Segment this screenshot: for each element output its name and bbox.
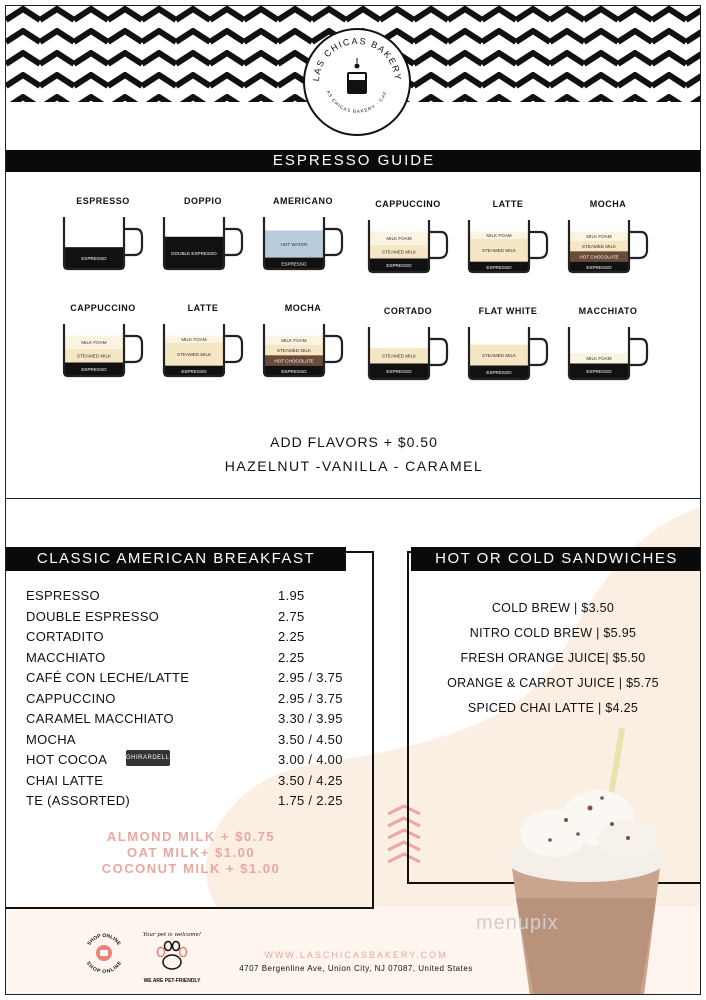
address: 4707 Bergenline Ave, Union City, NJ 07087, United States [239, 964, 473, 973]
item-name: CAPPUCCINO [26, 690, 116, 706]
cup-title: MOCHA [589, 199, 627, 209]
cup-layer-label: STEAMED MILK [481, 353, 517, 359]
item-name: CARAMEL MACCHIATO [26, 711, 174, 726]
cup-layer-label: ESPRESSO [586, 264, 612, 270]
oat-milk-addon: OAT MILK+ $1.00 [126, 845, 256, 860]
cup-layer-label: ESPRESSO [181, 368, 207, 374]
sandwich-item-cold-brew: COLD BREW | $3.50 [491, 601, 615, 615]
cup-title: LATTE [187, 303, 219, 313]
almond-milk-addon: ALMOND MILK + $0.75 [106, 829, 276, 844]
breakfast-title: CLASSIC AMERICAN BREAKFAST [6, 547, 346, 571]
cup-layer-label: STEAMED MILK [481, 248, 517, 254]
sandwich-item-chai: SPICED CHAI LATTE | $4.25 [467, 701, 639, 715]
cup-title: DOPPIO [183, 196, 222, 206]
cup-title: CAPPUCCINO [70, 303, 136, 313]
pet-friendly-badge [139, 926, 205, 986]
cup-layer-label: STEAMED MILK [76, 353, 112, 359]
item-price: 2.25 [278, 629, 305, 644]
cup-title: MOCHA [284, 303, 322, 313]
espresso-guide-title: ESPRESSO GUIDE [6, 150, 701, 172]
item-name: ESPRESSO [26, 588, 100, 603]
cup-layer-label: ESPRESSO [486, 370, 512, 376]
cup-layer-label: MILK FOAM [586, 234, 612, 240]
cup-layer-label: MILK FOAM [281, 338, 307, 344]
sandwich-item-orange: FRESH ORANGE JUICE| $5.50 [460, 651, 646, 665]
item-price: 3.50 / 4.25 [278, 772, 343, 788]
menupix-watermark: menupix [476, 912, 559, 934]
pet-friendly-label: WE ARE PET-FRIENDLY [143, 978, 201, 984]
sandwich-item-nitro: NITRO COLD BREW | $5.95 [469, 626, 637, 640]
item-price: 2.75 [278, 608, 305, 624]
coconut-milk-addon: COCONUT MILK + $1.00 [101, 861, 281, 876]
cup-layer-label: MILK FOAM [486, 233, 512, 239]
cup-layer-label: MILK FOAM [181, 337, 207, 343]
item-name: MACCHIATO [26, 649, 106, 665]
cup-layer-label: MILK FOAM [81, 340, 107, 346]
cup-layer-label: ESPRESSO [486, 264, 512, 270]
cup-title: AMERICANO [273, 196, 333, 206]
cup-layer-label: ESPRESSO [386, 369, 412, 375]
cup-layer-label: MILK FOAM [586, 356, 612, 362]
cup-layer-label: STEAMED MILK [381, 249, 417, 255]
iced-mocha-image [494, 728, 674, 995]
item-name: TE (ASSORTED) [26, 793, 131, 808]
cup-layer-label: DOUBLE ESPRESSO [171, 250, 217, 256]
item-name: CORTADITO [26, 629, 104, 644]
svg-text:SHOP ONLINE [85, 960, 124, 975]
menu-page [5, 5, 701, 995]
item-name: CHAI LATTE [26, 772, 104, 788]
shop-online-badge[interactable] [82, 931, 126, 975]
logo-name-arc: LAS CHICAS BAKERY [310, 35, 404, 82]
cup-layer-label: ESPRESSO [281, 261, 307, 267]
item-name: HOT COCOA [26, 752, 108, 767]
cup-layer-label: HOT CHOCOLATE [274, 358, 314, 364]
cup-layer-label: ESPRESSO [386, 263, 412, 269]
cup-layer-label: STEAMED MILK [581, 244, 617, 249]
shop-online-bottom: SHOP ONLINE [84, 960, 124, 975]
cup-layer-label: ESPRESSO [81, 256, 107, 262]
cup-layer-label: STEAMED MILK [381, 353, 417, 359]
cup-layer-label: ESPRESSO [586, 369, 612, 375]
item-price: 3.50 / 4.50 [278, 731, 343, 747]
item-price: 2.25 [278, 649, 305, 665]
item-price: 1.95 [278, 588, 305, 603]
cup-layer-label: HOT CHOCOLATE [579, 254, 619, 260]
cup-title: FLAT WHITE [478, 306, 538, 316]
cup-layer-label: STEAMED MILK [276, 348, 312, 353]
item-name: CAFÉ CON LECHE/LATTE [26, 670, 190, 685]
cup-layer-label: STEAMED MILK [176, 352, 212, 358]
shop-online-top: SHOP ONLINE [86, 932, 122, 947]
item-price: 3.00 / 4.00 [278, 752, 343, 767]
pet-script: Your pet is welcome! [142, 932, 202, 938]
item-price: 2.95 / 3.75 [278, 690, 343, 706]
website-link[interactable]: WWW.LASCHICASBAKERY.COM [264, 950, 448, 960]
flavors-list: HAZELNUT -VANILLA - CARAMEL [224, 458, 484, 474]
sandwiches-title: HOT OR COLD SANDWICHES [411, 547, 701, 571]
item-price: 1.75 / 2.25 [278, 793, 343, 808]
cup-layer-label: MILK FOAM [386, 236, 412, 242]
ghirardelli-logo: GHIRARDELLI [126, 750, 170, 766]
cup-layer-label: ESPRESSO [81, 367, 107, 373]
item-name: MOCHA [26, 731, 76, 747]
flavors-title: ADD FLAVORS + $0.50 [270, 434, 438, 450]
cup-title: ESPRESSO [76, 196, 130, 206]
item-price: 2.95 / 3.75 [278, 670, 343, 685]
item-price: 3.30 / 3.95 [278, 711, 343, 726]
logo-sub-arc: AS CHICAS BAKERY · CAF [325, 89, 389, 114]
cup-title: MACCHIATO [578, 306, 638, 316]
cup-title: CAPPUCCINO [375, 199, 441, 209]
item-name: DOUBLE ESPRESSO [26, 608, 160, 624]
cup-title: CORTADO [383, 306, 433, 316]
sandwich-item-carrot: ORANGE & CARROT JUICE | $5.75 [447, 676, 659, 690]
cup-layer-label: HOT WATER [280, 242, 308, 248]
cup-title: LATTE [492, 199, 524, 209]
cup-layer-label: ESPRESSO [281, 368, 307, 374]
